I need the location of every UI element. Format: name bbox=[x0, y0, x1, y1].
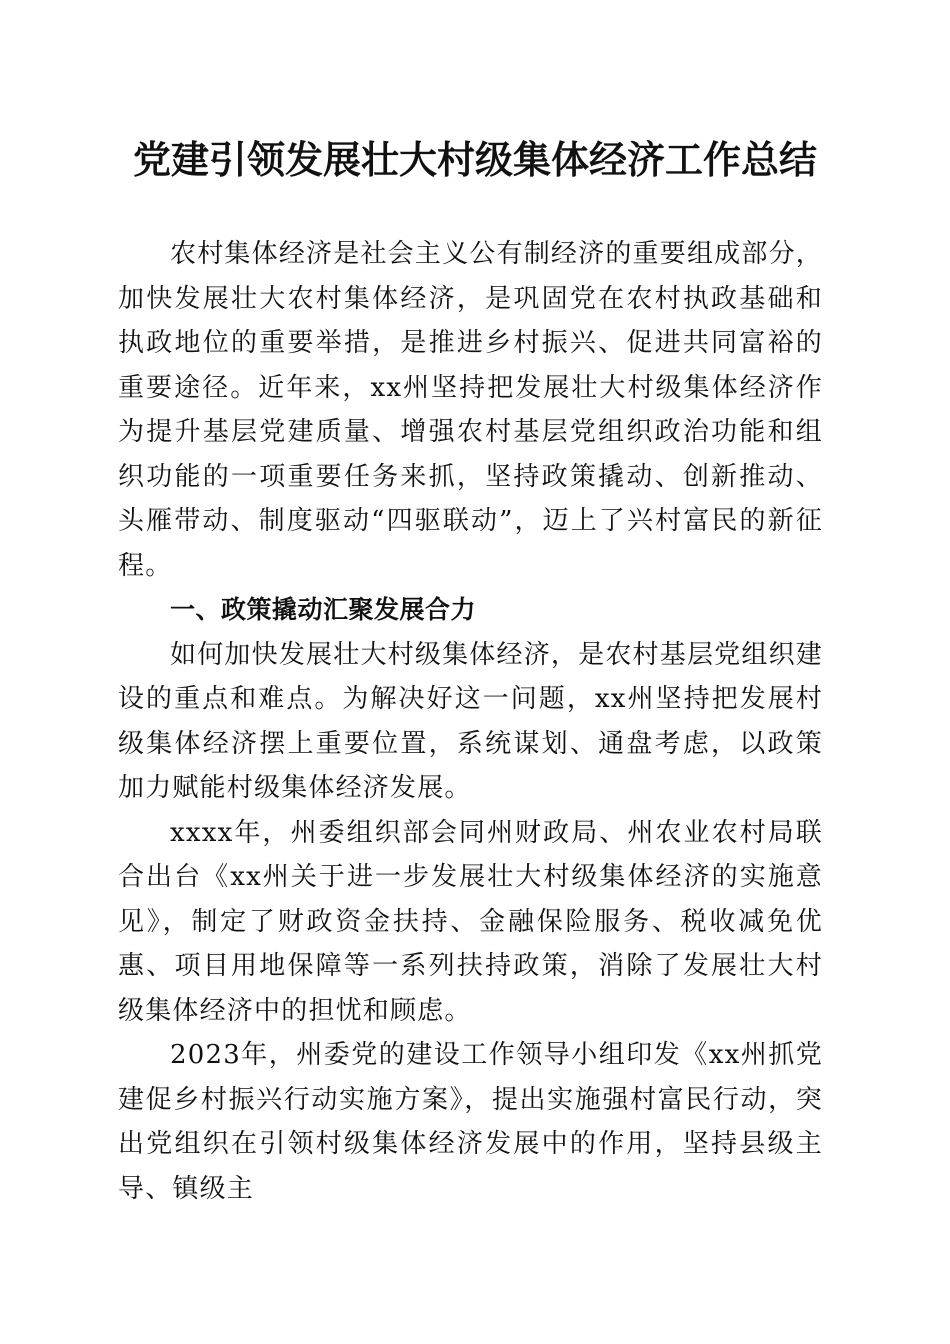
section1-paragraph-2: xxxx年，州委组织部会同州财政局、州农业农村局联合出台《xx州关于进一步发展壮大村级集体经济的实施意见》，制定了财政资金扶持、金融保险服务、税收减免优惠、项目用地保障等一系列扶持政策，消除了发展壮大村级集体经济中的担忧和顾虑。 bbox=[118, 817, 823, 1026]
intro-paragraph: 农村集体经济是社会主义公有制经济的重要组成部分，加快发展壮大农村集体经济，是巩固党在农村执政基础和执政地位的重要举措，是推进乡村振兴、促进共同富裕的重要途径。近年来，xx州坚持把发展壮大村级集体经济作为提升基层党建质量、增强农村基层党组织政治功能和组织功能的一项重要任务来抓，坚持政策撬动、创新推动、头雁带动、制度驱动“四驱联动”，迈上了兴村富民的新征程。 bbox=[118, 239, 823, 581]
section1-paragraph-3: 2023年，州委党的建设工作领导小组印发《xx州抓党建促乡村振兴行动实施方案》，提出实施强村富民行动，突出党组织在引领村级集体经济发展中的作用，坚持县级主导、镇级主 bbox=[118, 1040, 823, 1204]
section-heading-1: 一、政策撬动汇聚发展合力 bbox=[170, 595, 477, 624]
document-body bbox=[118, 232, 823, 1211]
document-title: 党建引领发展壮大村级集体经济工作总结 bbox=[132, 138, 817, 182]
section1-paragraph-1: 如何加快发展壮大村级集体经济，是农村基层党组织建设的重点和难点。为解决好这一问题，xx州坚持把发展村级集体经济摆上重要位置，系统谋划、通盘考虑，以政策加力赋能村级集体经济发展。 bbox=[118, 639, 823, 803]
